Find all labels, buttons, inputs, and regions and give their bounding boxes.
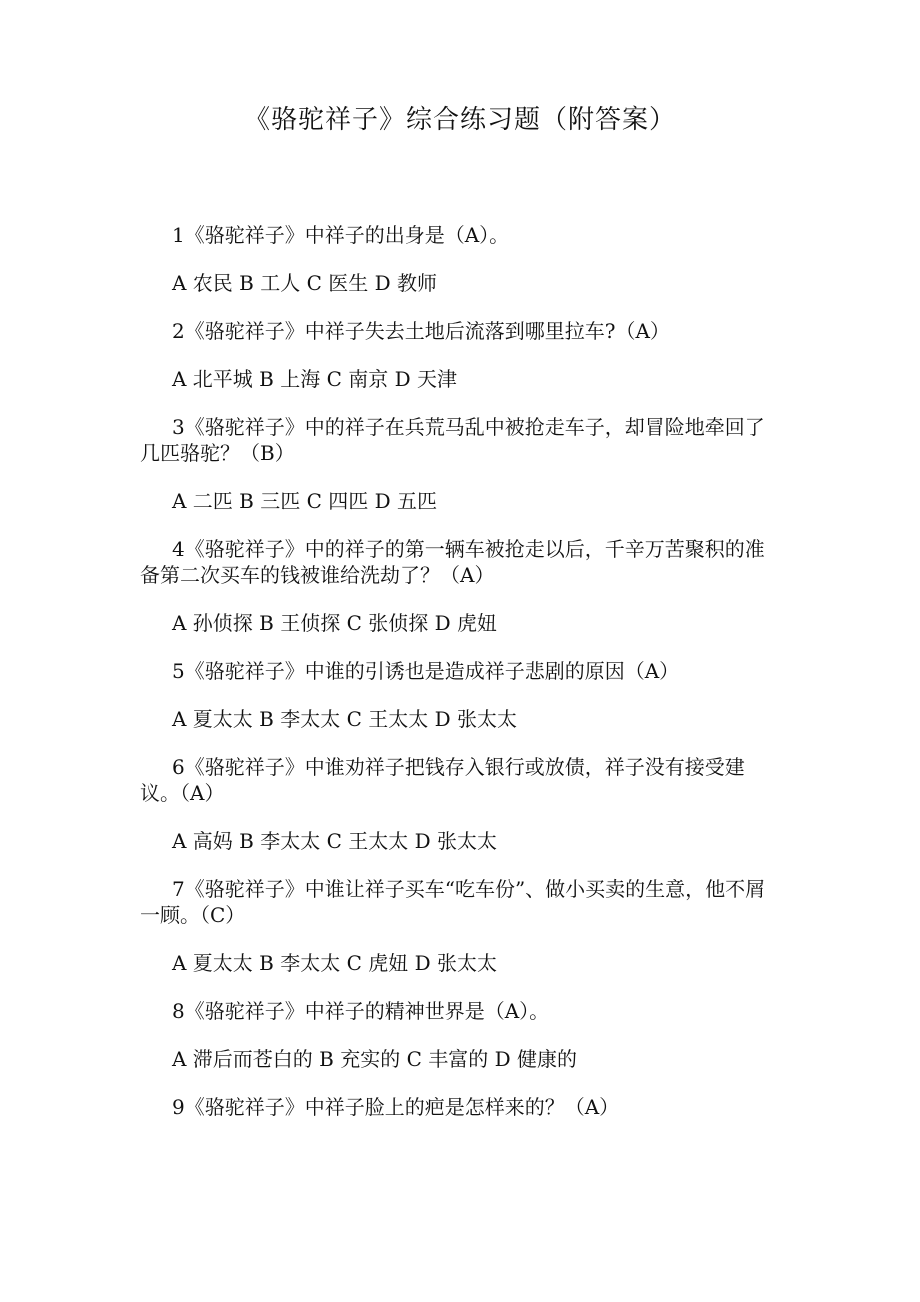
options-5: A 夏太太 B 李太太 C 王太太 D 张太太 xyxy=(172,707,517,731)
options-8: A 滞后而苍白的 B 充实的 C 丰富的 D 健康的 xyxy=(172,1047,577,1071)
question-9: 9《骆驼祥子》中祥子脸上的疤是怎样来的？（A） xyxy=(172,1095,620,1119)
document-body xyxy=(140,222,780,1142)
options-2: A 北平城 B 上海 C 南京 D 天津 xyxy=(172,367,457,391)
options-1: A 农民 B 工人 C 医生 D 教师 xyxy=(172,271,437,295)
options-6: A 高妈 B 李太太 C 王太太 D 张太太 xyxy=(172,829,497,853)
question-2: 2《骆驼祥子》中祥子失去土地后流落到哪里拉车?（A） xyxy=(172,319,670,343)
question-3: 3《骆驼祥子》中的祥子在兵荒马乱中被抢走车子，却冒险地牵回了几匹骆驼？（B） xyxy=(140,415,765,465)
options-3: A 二匹 B 三匹 C 四匹 D 五匹 xyxy=(172,489,437,513)
options-7: A 夏太太 B 李太太 C 虎妞 D 张太太 xyxy=(172,951,497,975)
question-7: 7《骆驼祥子》中谁让祥子买车“吃车份”、做小买卖的生意，他不屑一顾。（C） xyxy=(140,877,766,927)
question-1: 1《骆驼祥子》中祥子的出身是（A）。 xyxy=(172,223,510,247)
question-4: 4《骆驼祥子》中的祥子的第一辆车被抢走以后，千辛万苦聚积的准备第二次买车的钱被谁给洗劫了？（A） xyxy=(140,537,765,587)
question-5: 5《骆驼祥子》中谁的引诱也是造成祥子悲剧的原因（A） xyxy=(172,659,680,683)
question-6: 6《骆驼祥子》中谁劝祥子把钱存入银行或放债，祥子没有接受建议。（A） xyxy=(140,755,745,805)
question-8: 8《骆驼祥子》中祥子的精神世界是（A）。 xyxy=(172,999,550,1023)
document-title: 《骆驼祥子》综合练习题（附答案） xyxy=(243,105,676,135)
options-4: A 孙侦探 B 王侦探 C 张侦探 D 虎妞 xyxy=(172,611,497,635)
